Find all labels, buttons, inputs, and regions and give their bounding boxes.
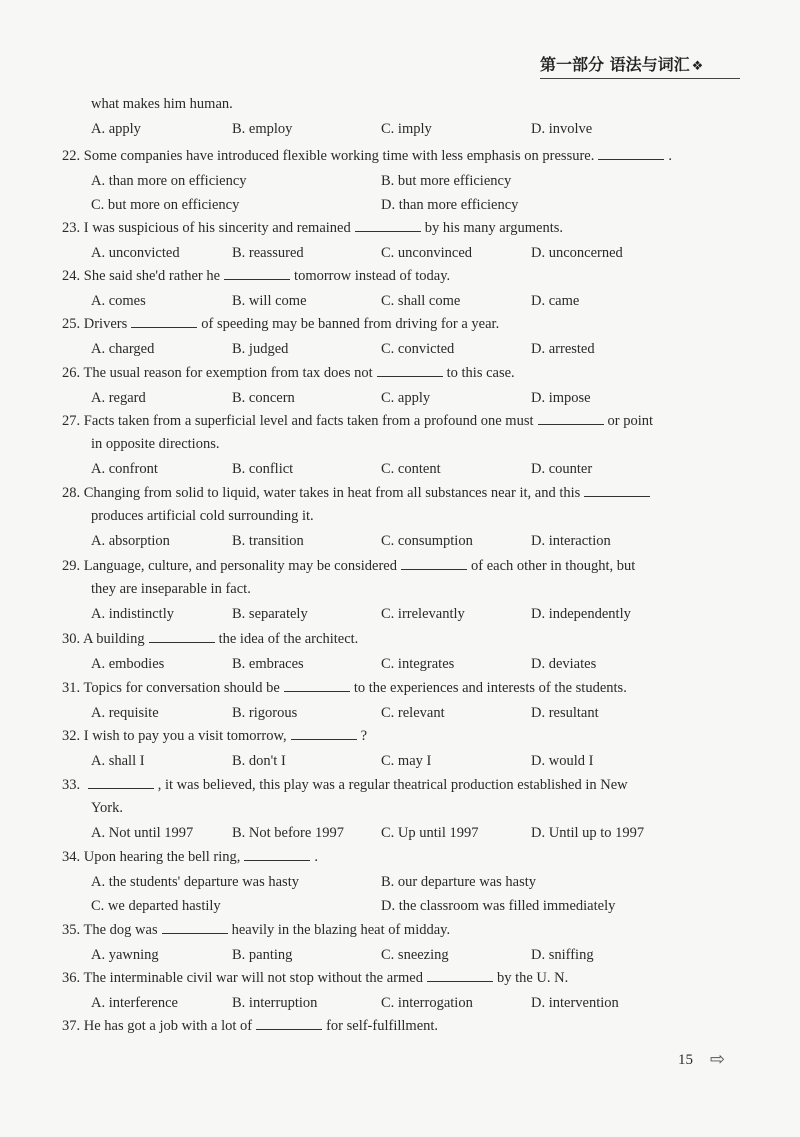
question-26 — [62, 362, 732, 385]
question-text-before: Language, culture, and personality may be considered — [83, 558, 397, 574]
option: B. reassured — [232, 245, 304, 261]
question-continuation: produces artificial cold surrounding it. — [91, 508, 314, 524]
question-number: 24. — [62, 268, 81, 284]
option: D. intervention — [531, 995, 619, 1011]
option: A. regard — [91, 390, 146, 406]
question-text-after: of speeding may be banned from driving for a year. — [201, 316, 500, 332]
answer-blank — [427, 967, 493, 982]
option: D. deviates — [531, 656, 597, 672]
option: C. imply — [381, 121, 432, 137]
answer-blank — [538, 410, 604, 425]
option: A. absorption — [91, 533, 170, 549]
answer-blank — [149, 628, 215, 643]
question-text-before: Facts taken from a superficial level and facts taken from a profound one must — [83, 413, 534, 429]
option: C. but more on efficiency — [91, 197, 240, 213]
question-27 — [62, 410, 732, 433]
question-number: 25. — [62, 316, 81, 332]
option: C. irrelevantly — [381, 606, 465, 622]
answer-blank — [256, 1015, 322, 1030]
question-text-after: to the experiences and interests of the students. — [353, 680, 627, 696]
question-29 — [62, 555, 732, 578]
answer-blank — [584, 482, 650, 497]
answer-blank — [355, 217, 421, 232]
answer-blank — [244, 846, 310, 861]
option: C. apply — [381, 390, 431, 406]
question-24 — [62, 265, 732, 288]
option: C. we departed hastily — [91, 898, 221, 914]
question-23 — [62, 217, 732, 240]
answer-blank — [88, 774, 154, 789]
question-text-after: of each other in thought, but — [471, 558, 636, 574]
option: A. indistinctly — [91, 606, 174, 622]
question-text-before: I wish to pay you a visit tomorrow, — [83, 728, 287, 744]
option: A. embodies — [91, 656, 165, 672]
question-34 — [62, 846, 732, 869]
question-text-before: Drivers — [83, 316, 128, 332]
question-37 — [62, 1015, 732, 1038]
question-30 — [62, 628, 732, 651]
answer-blank — [291, 725, 357, 740]
diamond-icon: ❖ — [691, 59, 704, 74]
option: C. unconvinced — [381, 245, 473, 261]
option: C. consumption — [381, 533, 473, 549]
option: B. don't I — [232, 753, 286, 769]
option: D. would I — [531, 753, 594, 769]
next-arrow-icon: ⇨ — [710, 1049, 726, 1070]
question-number: 36. — [62, 970, 81, 986]
option: D. Until up to 1997 — [531, 825, 645, 841]
answer-blank — [377, 362, 443, 377]
option: C. integrates — [381, 656, 455, 672]
question-text-before: The interminable civil war will not stop without the armed — [83, 970, 423, 986]
question-text-before: The dog was — [83, 922, 158, 938]
question-number: 30. — [62, 631, 81, 647]
question-text-before: Upon hearing the bell ring, — [83, 849, 241, 865]
question-number: 31. — [62, 680, 81, 696]
option: B. interruption — [232, 995, 318, 1011]
option: C. Up until 1997 — [381, 825, 479, 841]
option: C. sneezing — [381, 947, 449, 963]
question-text-after: to this case. — [446, 365, 515, 381]
option: D. unconcerned — [531, 245, 623, 261]
option: B. but more efficiency — [381, 173, 512, 189]
option: D. arrested — [531, 341, 595, 357]
question-32 — [62, 725, 732, 748]
question-continuation: they are inseparable in fact. — [91, 581, 251, 597]
option: B. conflict — [232, 461, 294, 477]
question-text-before: A building — [82, 631, 145, 647]
answer-blank — [131, 313, 197, 328]
question-text-before: I was suspicious of his sincerity and remained — [83, 220, 351, 236]
section-header-text: 第一部分 语法与词汇 — [540, 55, 690, 74]
option: D. impose — [531, 390, 591, 406]
section-header — [540, 52, 740, 79]
option: B. embraces — [232, 656, 304, 672]
option: A. requisite — [91, 705, 159, 721]
option: C. shall come — [381, 293, 461, 309]
question-text-after: ? — [360, 728, 368, 744]
option: B. panting — [232, 947, 293, 963]
question-number: 33. — [62, 777, 81, 793]
option: B. will come — [232, 293, 307, 309]
question-36 — [62, 967, 732, 990]
question-35 — [62, 919, 732, 942]
question-number: 35. — [62, 922, 81, 938]
option: A. charged — [91, 341, 155, 357]
question-text-before: She said she'd rather he — [83, 268, 221, 284]
option: A. shall I — [91, 753, 145, 769]
page-number: 15 — [678, 1052, 693, 1068]
option: C. interrogation — [381, 995, 473, 1011]
option: A. interference — [91, 995, 178, 1011]
question-text-after: heavily in the blazing heat of midday. — [231, 922, 451, 938]
answer-blank — [224, 265, 290, 280]
option: B. judged — [232, 341, 289, 357]
option: A. comes — [91, 293, 146, 309]
option: B. transition — [232, 533, 304, 549]
question-text-before: Topics for conversation should be — [83, 680, 280, 696]
option: D. involve — [531, 121, 593, 137]
option: B. concern — [232, 390, 295, 406]
question-number: 27. — [62, 413, 81, 429]
question-text-before: Changing from solid to liquid, water takes in heat from all substances near it, and this — [83, 485, 581, 501]
option: D. counter — [531, 461, 593, 477]
question-33 — [62, 774, 732, 797]
option: A. than more on efficiency — [91, 173, 247, 189]
option: D. came — [531, 293, 580, 309]
answer-blank — [284, 677, 350, 692]
question-continuation: York. — [91, 800, 123, 816]
option: A. Not until 1997 — [91, 825, 194, 841]
question-number: 34. — [62, 849, 81, 865]
question-text-after: . — [314, 849, 319, 865]
option: A. yawning — [91, 947, 159, 963]
question-text-after: for self-fulfillment. — [326, 1018, 439, 1034]
option: D. than more efficiency — [381, 197, 519, 213]
question-number: 22. — [62, 148, 81, 164]
question-continuation: in opposite directions. — [91, 436, 220, 452]
option: B. employ — [232, 121, 293, 137]
question-text-after: . — [668, 148, 672, 164]
answer-blank — [162, 919, 228, 934]
option: D. sniffing — [531, 947, 594, 963]
option: A. confront — [91, 461, 158, 477]
question-text-before: He has got a job with a lot of — [83, 1018, 253, 1034]
question-text-after: tomorrow instead of today. — [294, 268, 451, 284]
option: C. may I — [381, 753, 432, 769]
question-text-after: by his many arguments. — [424, 220, 564, 236]
question-31 — [62, 677, 732, 700]
question-22 — [62, 145, 732, 168]
question-text-after: or point — [607, 413, 654, 429]
option: B. rigorous — [232, 705, 298, 721]
option: D. interaction — [531, 533, 611, 549]
question-number: 26. — [62, 365, 81, 381]
option: B. Not before 1997 — [232, 825, 344, 841]
option: B. separately — [232, 606, 308, 622]
question-25 — [62, 313, 732, 336]
option: C. relevant — [381, 705, 445, 721]
option: A. apply — [91, 121, 141, 137]
question-text-before: The usual reason for exemption from tax does not — [83, 365, 373, 381]
option: A. the students' departure was hasty — [91, 874, 299, 890]
question-text-before: Some companies have introduced flexible working time with less emphasis on pressure. — [83, 148, 595, 164]
option: D. resultant — [531, 705, 599, 721]
question-text-after: the idea of the architect. — [218, 631, 359, 647]
answer-blank — [401, 555, 467, 570]
question-number: 32. — [62, 728, 81, 744]
option: D. the classroom was filled immediately — [381, 898, 616, 914]
option: D. independently — [531, 606, 631, 622]
option: A. unconvicted — [91, 245, 180, 261]
question-number: 29. — [62, 558, 81, 574]
question-number: 23. — [62, 220, 81, 236]
intro-line: what makes him human. — [91, 96, 233, 112]
option: C. convicted — [381, 341, 455, 357]
option: B. our departure was hasty — [381, 874, 537, 890]
answer-blank — [598, 145, 664, 160]
option: C. content — [381, 461, 441, 477]
question-28 — [62, 482, 732, 505]
question-text-after: , it was believed, this play was a regular theatrical production established in New — [157, 777, 628, 793]
question-text-after: by the U. N. — [496, 970, 569, 986]
question-number: 28. — [62, 485, 81, 501]
question-number: 37. — [62, 1018, 81, 1034]
